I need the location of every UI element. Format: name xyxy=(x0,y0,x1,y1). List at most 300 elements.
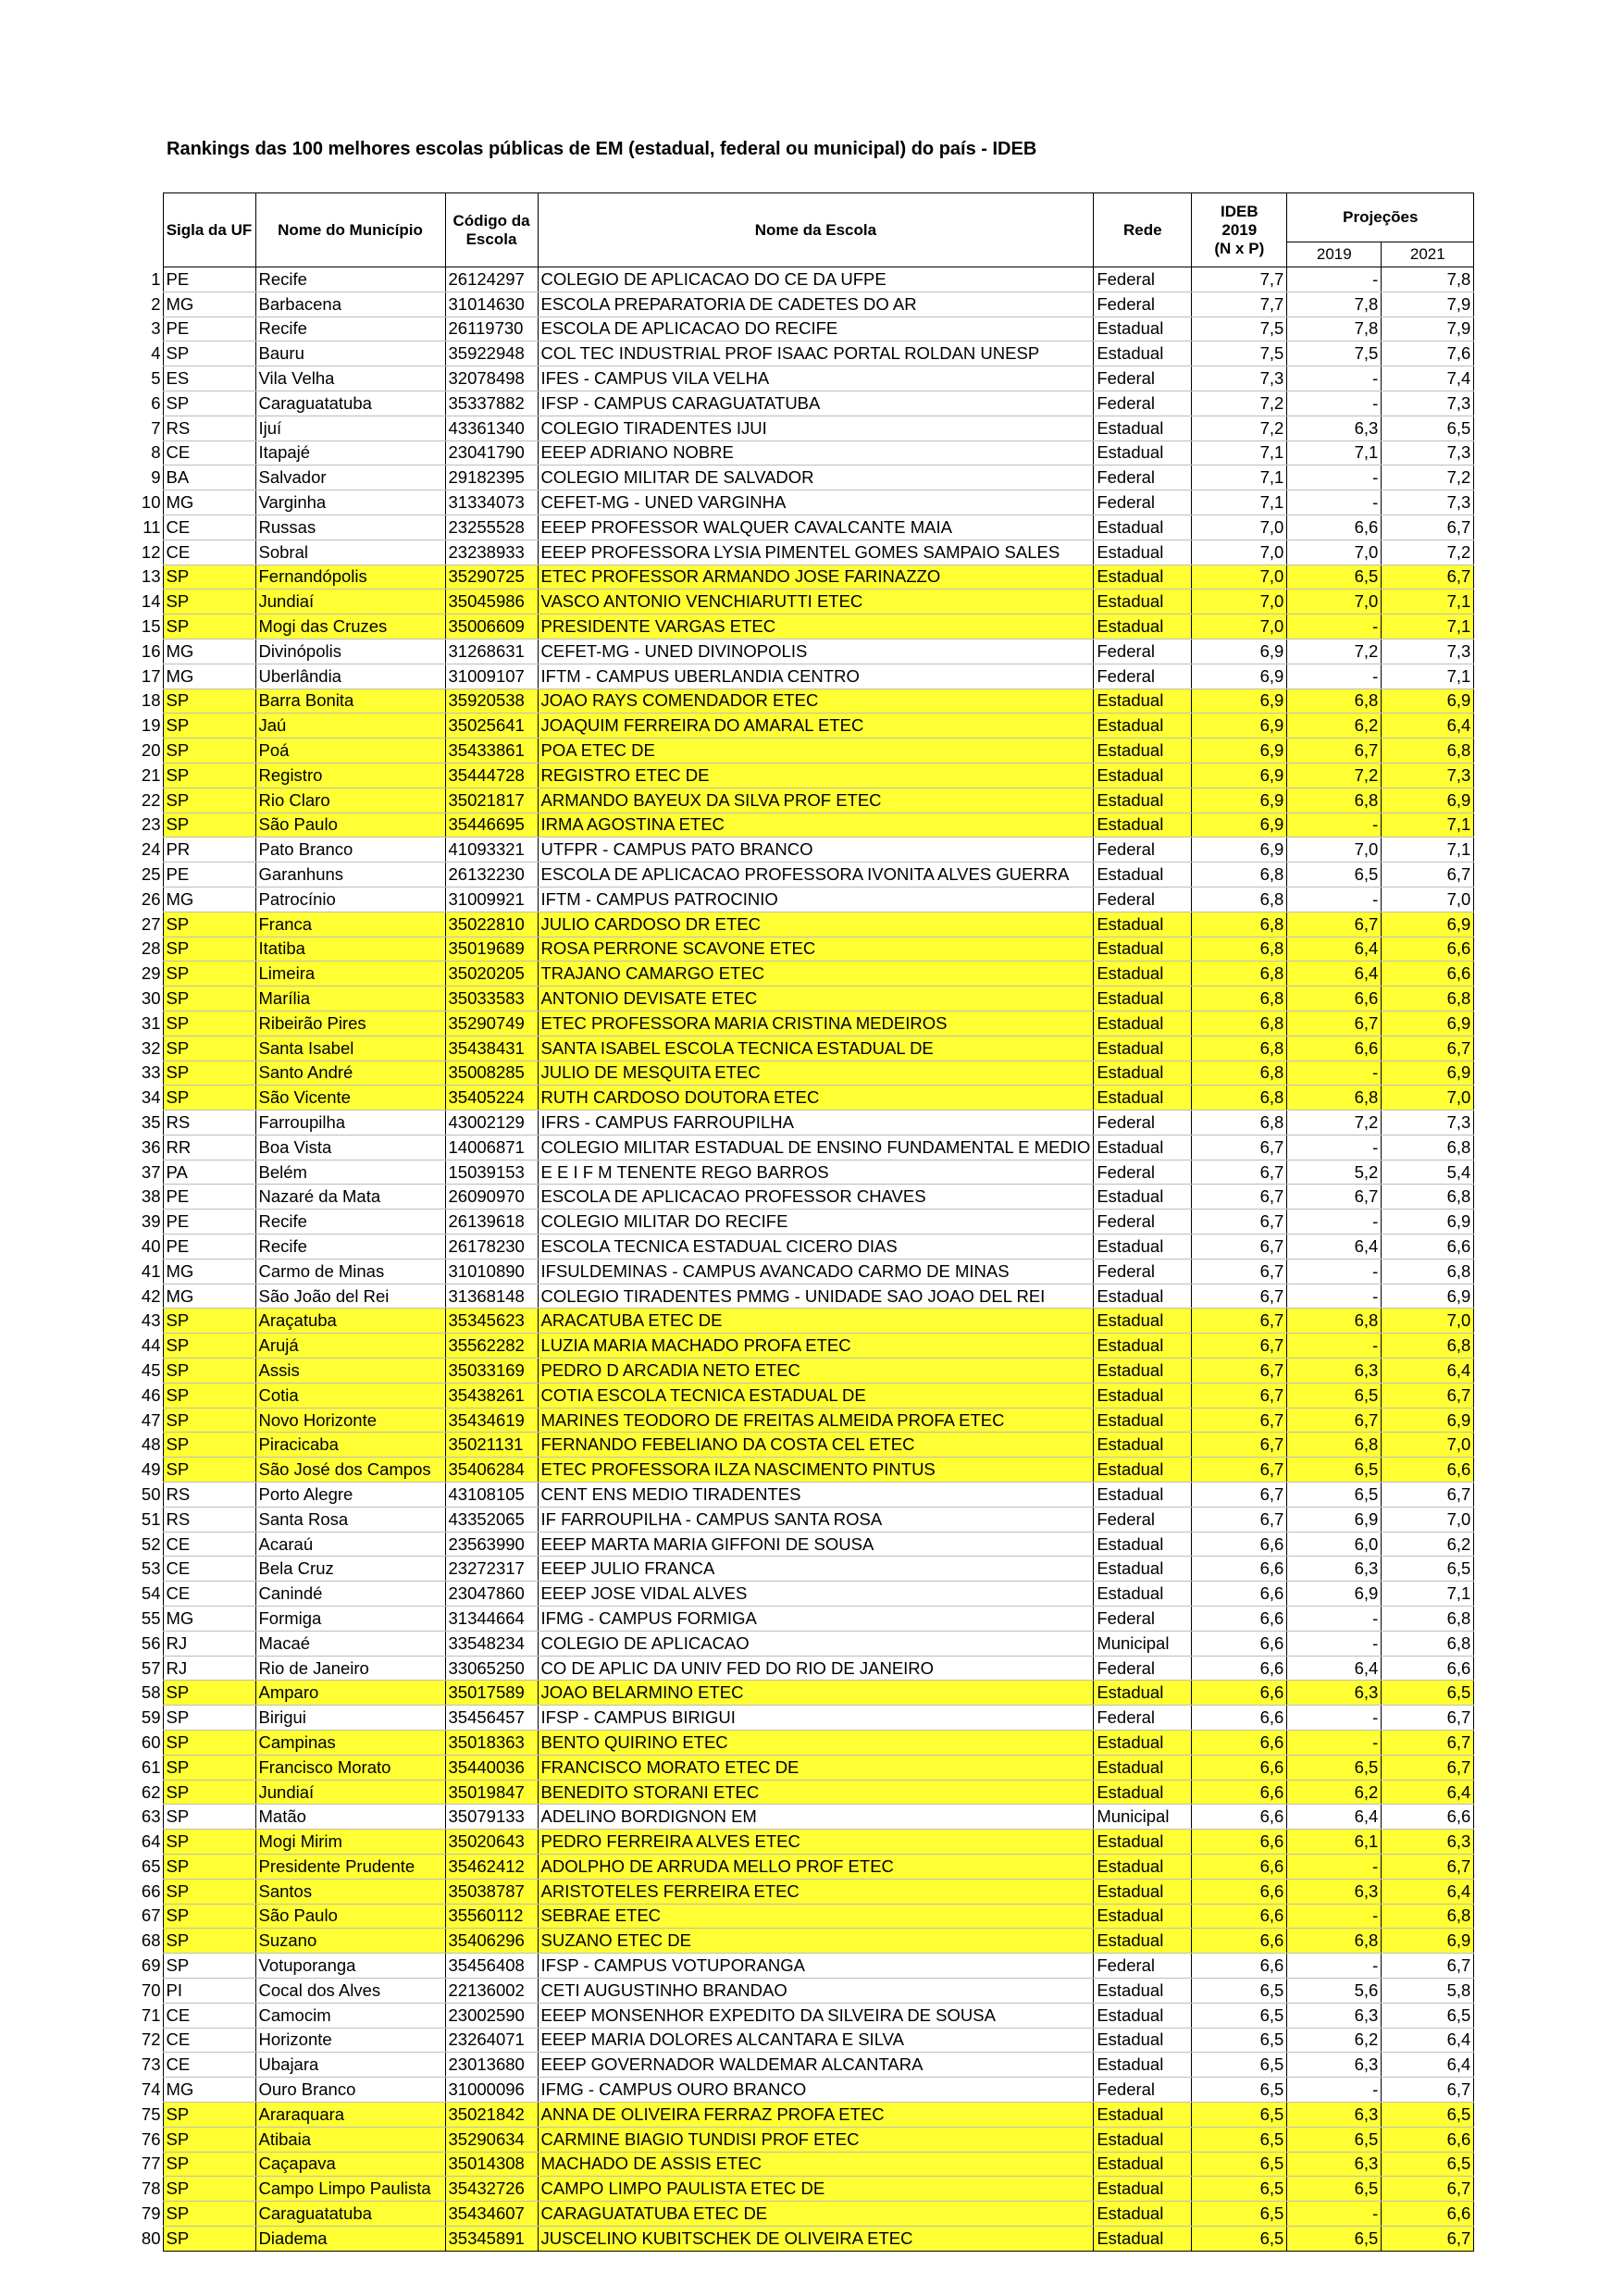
municipio-cell: Novo Horizonte xyxy=(255,1408,445,1433)
rede-cell: Estadual xyxy=(1094,1011,1192,1036)
proj-2021-cell: 6,8 xyxy=(1382,987,1474,1011)
escola-cell: COLEGIO MILITAR DE SALVADOR xyxy=(538,465,1094,490)
escola-cell: BENTO QUIRINO ETEC xyxy=(538,1731,1094,1756)
table-row xyxy=(137,1383,1474,1408)
header-rede: Rede xyxy=(1094,193,1192,267)
municipio-cell: Belém xyxy=(255,1160,445,1185)
municipio-cell: Patrocínio xyxy=(255,887,445,912)
escola-cell: COLEGIO DE APLICACAO xyxy=(538,1631,1094,1656)
ideb-cell: 6,6 xyxy=(1192,1855,1287,1880)
rede-cell: Estadual xyxy=(1094,2102,1192,2127)
escola-cell: COLEGIO MILITAR DO RECIFE xyxy=(538,1210,1094,1235)
proj-2021-cell: 7,1 xyxy=(1382,1582,1474,1607)
ideb-cell: 6,6 xyxy=(1192,1582,1287,1607)
table-row xyxy=(137,1160,1474,1185)
rede-cell: Estadual xyxy=(1094,1135,1192,1160)
codigo-cell: 35434619 xyxy=(445,1408,538,1433)
municipio-cell: Campinas xyxy=(255,1731,445,1756)
proj-2019-cell: 6,5 xyxy=(1287,2127,1382,2152)
proj-2019-cell: 7,0 xyxy=(1287,838,1382,863)
municipio-cell: Caraguatatuba xyxy=(255,391,445,416)
municipio-cell: Santa Isabel xyxy=(255,1036,445,1061)
table-row xyxy=(137,1235,1474,1260)
escola-cell: PEDRO D ARCADIA NETO ETEC xyxy=(538,1359,1094,1384)
rank-cell: 39 xyxy=(137,1210,163,1235)
codigo-cell: 31014630 xyxy=(445,292,538,316)
table-row xyxy=(137,1111,1474,1136)
municipio-cell: Recife xyxy=(255,316,445,341)
proj-2019-cell: 6,3 xyxy=(1287,2053,1382,2078)
rank-cell: 56 xyxy=(137,1631,163,1656)
escola-cell: ANNA DE OLIVEIRA FERRAZ PROFA ETEC xyxy=(538,2102,1094,2127)
proj-2019-cell: 7,1 xyxy=(1287,441,1382,465)
rank-cell: 31 xyxy=(137,1011,163,1036)
escola-cell: FERNANDO FEBELIANO DA COSTA CEL ETEC xyxy=(538,1433,1094,1458)
rede-cell: Estadual xyxy=(1094,515,1192,540)
uf-cell: SP xyxy=(163,1383,255,1408)
proj-2021-cell: 6,5 xyxy=(1382,2152,1474,2177)
table-row xyxy=(137,2152,1474,2177)
proj-2019-cell: 6,3 xyxy=(1287,2003,1382,2028)
table-row xyxy=(137,1185,1474,1210)
codigo-cell: 35444728 xyxy=(445,763,538,788)
codigo-cell: 23264071 xyxy=(445,2028,538,2053)
rank-cell: 25 xyxy=(137,863,163,887)
ideb-cell: 7,7 xyxy=(1192,267,1287,292)
codigo-cell: 35432726 xyxy=(445,2177,538,2202)
escola-cell: IFSP - CAMPUS BIRIGUI xyxy=(538,1706,1094,1731)
rank-cell: 23 xyxy=(137,813,163,838)
municipio-cell: Assis xyxy=(255,1359,445,1384)
municipio-cell: Birigui xyxy=(255,1706,445,1731)
proj-2021-cell: 6,7 xyxy=(1382,1755,1474,1780)
ideb-cell: 7,3 xyxy=(1192,366,1287,391)
rank-cell: 9 xyxy=(137,465,163,490)
table-row xyxy=(137,1731,1474,1756)
rank-cell: 16 xyxy=(137,639,163,664)
escola-cell: EEEP ADRIANO NOBRE xyxy=(538,441,1094,465)
proj-2021-cell: 6,6 xyxy=(1382,1235,1474,1260)
codigo-cell: 23013680 xyxy=(445,2053,538,2078)
table-row xyxy=(137,1507,1474,1532)
codigo-cell: 31368148 xyxy=(445,1284,538,1309)
proj-2021-cell: 6,8 xyxy=(1382,1334,1474,1359)
proj-2019-cell: 6,4 xyxy=(1287,1805,1382,1830)
municipio-cell: Rio Claro xyxy=(255,788,445,813)
uf-cell: RJ xyxy=(163,1631,255,1656)
proj-2019-cell: 7,8 xyxy=(1287,316,1382,341)
ideb-cell: 6,5 xyxy=(1192,2152,1287,2177)
rede-cell: Estadual xyxy=(1094,788,1192,813)
table-row xyxy=(137,2202,1474,2227)
proj-2021-cell: 6,5 xyxy=(1382,2102,1474,2127)
codigo-cell: 35456408 xyxy=(445,1954,538,1979)
uf-cell: MG xyxy=(163,664,255,689)
proj-2021-cell: 7,0 xyxy=(1382,1433,1474,1458)
rede-cell: Federal xyxy=(1094,1607,1192,1632)
uf-cell: SP xyxy=(163,1954,255,1979)
escola-cell: VASCO ANTONIO VENCHIARUTTI ETEC xyxy=(538,590,1094,614)
rede-cell: Estadual xyxy=(1094,1879,1192,1904)
uf-cell: MG xyxy=(163,490,255,515)
rede-cell: Estadual xyxy=(1094,1061,1192,1086)
uf-cell: SP xyxy=(163,1061,255,1086)
rank-cell: 33 xyxy=(137,1061,163,1086)
rede-cell: Federal xyxy=(1094,292,1192,316)
table-row xyxy=(137,515,1474,540)
table-row xyxy=(137,341,1474,366)
uf-cell: PE xyxy=(163,316,255,341)
ideb-cell: 6,6 xyxy=(1192,1532,1287,1557)
escola-cell: EEEP MARIA DOLORES ALCANTARA E SILVA xyxy=(538,2028,1094,2053)
proj-2019-cell: 6,7 xyxy=(1287,1011,1382,1036)
proj-2019-cell: 6,7 xyxy=(1287,1408,1382,1433)
table-row xyxy=(137,1780,1474,1805)
uf-cell: CE xyxy=(163,441,255,465)
table-row xyxy=(137,540,1474,565)
table-row xyxy=(137,639,1474,664)
ideb-cell: 6,8 xyxy=(1192,1061,1287,1086)
codigo-cell: 35022810 xyxy=(445,912,538,937)
proj-2019-cell: 6,6 xyxy=(1287,515,1382,540)
table-row xyxy=(137,565,1474,590)
municipio-cell: Jaú xyxy=(255,714,445,738)
proj-2021-cell: 7,1 xyxy=(1382,813,1474,838)
escola-cell: EEEP JULIO FRANCA xyxy=(538,1557,1094,1582)
rank-cell: 6 xyxy=(137,391,163,416)
municipio-cell: Garanhuns xyxy=(255,863,445,887)
escola-cell: EEEP GOVERNADOR WALDEMAR ALCANTARA xyxy=(538,2053,1094,2078)
proj-2019-cell: 6,5 xyxy=(1287,1483,1382,1508)
table-row xyxy=(137,863,1474,887)
ideb-cell: 6,9 xyxy=(1192,639,1287,664)
codigo-cell: 35433861 xyxy=(445,738,538,763)
proj-2019-cell: - xyxy=(1287,1284,1382,1309)
proj-2019-cell: 6,4 xyxy=(1287,1656,1382,1681)
rank-cell: 43 xyxy=(137,1309,163,1334)
rede-cell: Federal xyxy=(1094,391,1192,416)
ideb-cell: 6,5 xyxy=(1192,2053,1287,2078)
codigo-cell: 26119730 xyxy=(445,316,538,341)
escola-cell: ARACATUBA ETEC DE xyxy=(538,1309,1094,1334)
ideb-cell: 6,7 xyxy=(1192,1408,1287,1433)
escola-cell: IFTM - CAMPUS UBERLANDIA CENTRO xyxy=(538,664,1094,689)
rede-cell: Estadual xyxy=(1094,2053,1192,2078)
proj-2019-cell: 6,8 xyxy=(1287,1086,1382,1111)
municipio-cell: São Vicente xyxy=(255,1086,445,1111)
municipio-cell: Jundiaí xyxy=(255,590,445,614)
municipio-cell: São João del Rei xyxy=(255,1284,445,1309)
table-row xyxy=(137,1061,1474,1086)
municipio-cell: São Paulo xyxy=(255,813,445,838)
escola-cell: SANTA ISABEL ESCOLA TECNICA ESTADUAL DE xyxy=(538,1036,1094,1061)
escola-cell: IFSULDEMINAS - CAMPUS AVANCADO CARMO DE MINAS xyxy=(538,1259,1094,1284)
ideb-cell: 6,7 xyxy=(1192,1135,1287,1160)
ideb-cell: 6,5 xyxy=(1192,2226,1287,2251)
table-row xyxy=(137,1259,1474,1284)
proj-2021-cell: 5,4 xyxy=(1382,1160,1474,1185)
proj-2021-cell: 6,4 xyxy=(1382,714,1474,738)
proj-2019-cell: 6,5 xyxy=(1287,1383,1382,1408)
codigo-cell: 35345623 xyxy=(445,1309,538,1334)
ideb-cell: 6,7 xyxy=(1192,1185,1287,1210)
proj-2019-cell: - xyxy=(1287,887,1382,912)
rank-cell: 20 xyxy=(137,738,163,763)
table-row xyxy=(137,738,1474,763)
codigo-cell: 35021817 xyxy=(445,788,538,813)
ideb-cell: 7,1 xyxy=(1192,441,1287,465)
ideb-cell: 6,7 xyxy=(1192,1210,1287,1235)
table-row xyxy=(137,714,1474,738)
municipio-cell: Boa Vista xyxy=(255,1135,445,1160)
escola-cell: TRAJANO CAMARGO ETEC xyxy=(538,962,1094,987)
proj-2019-cell: - xyxy=(1287,490,1382,515)
proj-2019-cell: 6,5 xyxy=(1287,863,1382,887)
municipio-cell: Itapajé xyxy=(255,441,445,465)
proj-2021-cell: 7,3 xyxy=(1382,1111,1474,1136)
escola-cell: EEEP JOSE VIDAL ALVES xyxy=(538,1582,1094,1607)
uf-cell: SP xyxy=(163,1334,255,1359)
proj-2019-cell: 6,6 xyxy=(1287,987,1382,1011)
uf-cell: SP xyxy=(163,788,255,813)
uf-cell: RJ xyxy=(163,1656,255,1681)
municipio-cell: Camocim xyxy=(255,2003,445,2028)
rede-cell: Estadual xyxy=(1094,316,1192,341)
table-row xyxy=(137,1557,1474,1582)
table-row xyxy=(137,1359,1474,1384)
escola-cell: CEFET-MG - UNED VARGINHA xyxy=(538,490,1094,515)
codigo-cell: 33065250 xyxy=(445,1656,538,1681)
rank-cell: 49 xyxy=(137,1458,163,1483)
rede-cell: Estadual xyxy=(1094,1483,1192,1508)
uf-cell: PA xyxy=(163,1160,255,1185)
municipio-cell: Recife xyxy=(255,1235,445,1260)
rank-cell: 54 xyxy=(137,1582,163,1607)
escola-cell: RUTH CARDOSO DOUTORA ETEC xyxy=(538,1086,1094,1111)
proj-2021-cell: 6,9 xyxy=(1382,1061,1474,1086)
ideb-cell: 7,0 xyxy=(1192,590,1287,614)
municipio-cell: Poá xyxy=(255,738,445,763)
proj-2021-cell: 7,1 xyxy=(1382,664,1474,689)
proj-2021-cell: 6,2 xyxy=(1382,1532,1474,1557)
rede-cell: Federal xyxy=(1094,1111,1192,1136)
municipio-cell: Itatiba xyxy=(255,937,445,962)
codigo-cell: 31268631 xyxy=(445,639,538,664)
table-row xyxy=(137,614,1474,639)
uf-cell: SP xyxy=(163,1830,255,1855)
rank-cell: 51 xyxy=(137,1507,163,1532)
ideb-cell: 6,8 xyxy=(1192,937,1287,962)
ideb-cell: 6,6 xyxy=(1192,1780,1287,1805)
table-row xyxy=(137,1607,1474,1632)
municipio-cell: Araraquara xyxy=(255,2102,445,2127)
codigo-cell: 35025641 xyxy=(445,714,538,738)
escola-cell: JOAO BELARMINO ETEC xyxy=(538,1681,1094,1706)
rank-cell: 13 xyxy=(137,565,163,590)
rank-cell: 62 xyxy=(137,1780,163,1805)
proj-2021-cell: 7,0 xyxy=(1382,1086,1474,1111)
rede-cell: Estadual xyxy=(1094,1185,1192,1210)
uf-cell: CE xyxy=(163,1582,255,1607)
codigo-cell: 31344664 xyxy=(445,1607,538,1632)
proj-2021-cell: 6,5 xyxy=(1382,416,1474,441)
rank-cell: 29 xyxy=(137,962,163,987)
proj-2019-cell: - xyxy=(1287,1061,1382,1086)
table-row xyxy=(137,1929,1474,1954)
table-row xyxy=(137,316,1474,341)
rede-cell: Estadual xyxy=(1094,813,1192,838)
rede-cell: Federal xyxy=(1094,465,1192,490)
municipio-cell: Canindé xyxy=(255,1582,445,1607)
ideb-cell: 6,6 xyxy=(1192,1681,1287,1706)
rank-cell: 15 xyxy=(137,614,163,639)
rank-cell: 76 xyxy=(137,2127,163,2152)
rank-cell: 40 xyxy=(137,1235,163,1260)
municipio-cell: Ubajara xyxy=(255,2053,445,2078)
table-row xyxy=(137,1755,1474,1780)
proj-2021-cell: 6,9 xyxy=(1382,1284,1474,1309)
rede-cell: Estadual xyxy=(1094,962,1192,987)
rank-cell: 27 xyxy=(137,912,163,937)
codigo-cell: 35562282 xyxy=(445,1334,538,1359)
proj-2021-cell: 6,4 xyxy=(1382,1879,1474,1904)
codigo-cell: 35020205 xyxy=(445,962,538,987)
table-row xyxy=(137,1036,1474,1061)
uf-cell: SP xyxy=(163,1855,255,1880)
municipio-cell: Santo André xyxy=(255,1061,445,1086)
rank-cell: 69 xyxy=(137,1954,163,1979)
table-row xyxy=(137,441,1474,465)
rank-cell: 78 xyxy=(137,2177,163,2202)
municipio-cell: Araçatuba xyxy=(255,1309,445,1334)
rede-cell: Estadual xyxy=(1094,1309,1192,1334)
uf-cell: CE xyxy=(163,515,255,540)
table-row xyxy=(137,962,1474,987)
ideb-cell: 6,6 xyxy=(1192,1954,1287,1979)
proj-2021-cell: 6,4 xyxy=(1382,1359,1474,1384)
proj-2021-cell: 6,7 xyxy=(1382,565,1474,590)
escola-cell: EEEP PROFESSOR WALQUER CAVALCANTE MAIA xyxy=(538,515,1094,540)
rank-cell: 12 xyxy=(137,540,163,565)
rank-cell: 75 xyxy=(137,2102,163,2127)
ideb-cell: 6,6 xyxy=(1192,1631,1287,1656)
uf-cell: PR xyxy=(163,838,255,863)
rede-cell: Estadual xyxy=(1094,1582,1192,1607)
escola-cell: IFSP - CAMPUS CARAGUATATUBA xyxy=(538,391,1094,416)
proj-2021-cell: 7,3 xyxy=(1382,441,1474,465)
uf-cell: MG xyxy=(163,887,255,912)
proj-2019-cell: - xyxy=(1287,664,1382,689)
table-row xyxy=(137,1284,1474,1309)
proj-2019-cell: 5,6 xyxy=(1287,1978,1382,2003)
escola-cell: COL TEC INDUSTRIAL PROF ISAAC PORTAL ROLDAN UNESP xyxy=(538,341,1094,366)
uf-cell: SP xyxy=(163,1681,255,1706)
ideb-cell: 6,6 xyxy=(1192,1904,1287,1929)
rede-cell: Federal xyxy=(1094,490,1192,515)
rank-cell: 65 xyxy=(137,1855,163,1880)
proj-2021-cell: 6,7 xyxy=(1382,515,1474,540)
table-row xyxy=(137,912,1474,937)
header-ideb-line3: (N x P) xyxy=(1214,239,1265,257)
proj-2021-cell: 7,8 xyxy=(1382,267,1474,292)
escola-cell: IFSP - CAMPUS VOTUPORANGA xyxy=(538,1954,1094,1979)
escola-cell: POA ETEC DE xyxy=(538,738,1094,763)
uf-cell: RS xyxy=(163,1507,255,1532)
municipio-cell: Francisco Morato xyxy=(255,1755,445,1780)
uf-cell: SP xyxy=(163,614,255,639)
table-row xyxy=(137,664,1474,689)
proj-2021-cell: 7,9 xyxy=(1382,292,1474,316)
uf-cell: ES xyxy=(163,366,255,391)
municipio-cell: Jundiaí xyxy=(255,1780,445,1805)
proj-2021-cell: 7,0 xyxy=(1382,1507,1474,1532)
uf-cell: SP xyxy=(163,2226,255,2251)
municipio-cell: Suzano xyxy=(255,1929,445,1954)
codigo-cell: 26139618 xyxy=(445,1210,538,1235)
escola-cell: ARMANDO BAYEUX DA SILVA PROF ETEC xyxy=(538,788,1094,813)
escola-cell: ROSA PERRONE SCAVONE ETEC xyxy=(538,937,1094,962)
uf-cell: MG xyxy=(163,292,255,316)
ideb-cell: 6,5 xyxy=(1192,2177,1287,2202)
codigo-cell: 26090970 xyxy=(445,1185,538,1210)
proj-2021-cell: 6,9 xyxy=(1382,689,1474,714)
rede-cell: Estadual xyxy=(1094,2028,1192,2053)
rank-cell: 46 xyxy=(137,1383,163,1408)
table-row xyxy=(137,465,1474,490)
proj-2019-cell: 6,8 xyxy=(1287,788,1382,813)
uf-cell: SP xyxy=(163,1086,255,1111)
proj-2019-cell: - xyxy=(1287,1334,1382,1359)
uf-cell: PE xyxy=(163,267,255,292)
escola-cell: EEEP PROFESSORA LYSIA PIMENTEL GOMES SAMPAIO SALES xyxy=(538,540,1094,565)
municipio-cell: Pato Branco xyxy=(255,838,445,863)
ideb-cell: 7,0 xyxy=(1192,515,1287,540)
ideb-cell: 6,5 xyxy=(1192,2127,1287,2152)
rank-cell: 80 xyxy=(137,2226,163,2251)
ideb-cell: 6,5 xyxy=(1192,2003,1287,2028)
ideb-cell: 6,8 xyxy=(1192,1036,1287,1061)
proj-2021-cell: 6,8 xyxy=(1382,1135,1474,1160)
rede-cell: Federal xyxy=(1094,1954,1192,1979)
proj-2019-cell: - xyxy=(1287,1954,1382,1979)
proj-2019-cell: 6,3 xyxy=(1287,1359,1382,1384)
codigo-cell: 31010890 xyxy=(445,1259,538,1284)
rank-cell: 74 xyxy=(137,2078,163,2103)
codigo-cell: 43108105 xyxy=(445,1483,538,1508)
municipio-cell: Arujá xyxy=(255,1334,445,1359)
codigo-cell: 35033169 xyxy=(445,1359,538,1384)
table-row xyxy=(137,987,1474,1011)
municipio-cell: Varginha xyxy=(255,490,445,515)
escola-cell: JULIO DE MESQUITA ETEC xyxy=(538,1061,1094,1086)
municipio-cell: Cocal dos Alves xyxy=(255,1978,445,2003)
proj-2021-cell: 6,7 xyxy=(1382,1855,1474,1880)
rede-cell: Federal xyxy=(1094,1507,1192,1532)
uf-cell: SP xyxy=(163,1904,255,1929)
rede-cell: Estadual xyxy=(1094,540,1192,565)
proj-2019-cell: 6,3 xyxy=(1287,1879,1382,1904)
ideb-cell: 6,9 xyxy=(1192,738,1287,763)
header-proj-2021: 2021 xyxy=(1382,242,1474,267)
municipio-cell: Amparo xyxy=(255,1681,445,1706)
municipio-cell: Barra Bonita xyxy=(255,689,445,714)
header-codigo: Código da Escola xyxy=(445,193,538,267)
header-projecoes: Projeções xyxy=(1287,193,1474,242)
municipio-cell: Mogi Mirim xyxy=(255,1830,445,1855)
uf-cell: MG xyxy=(163,1284,255,1309)
codigo-cell: 31009921 xyxy=(445,887,538,912)
ideb-cell: 6,7 xyxy=(1192,1483,1287,1508)
